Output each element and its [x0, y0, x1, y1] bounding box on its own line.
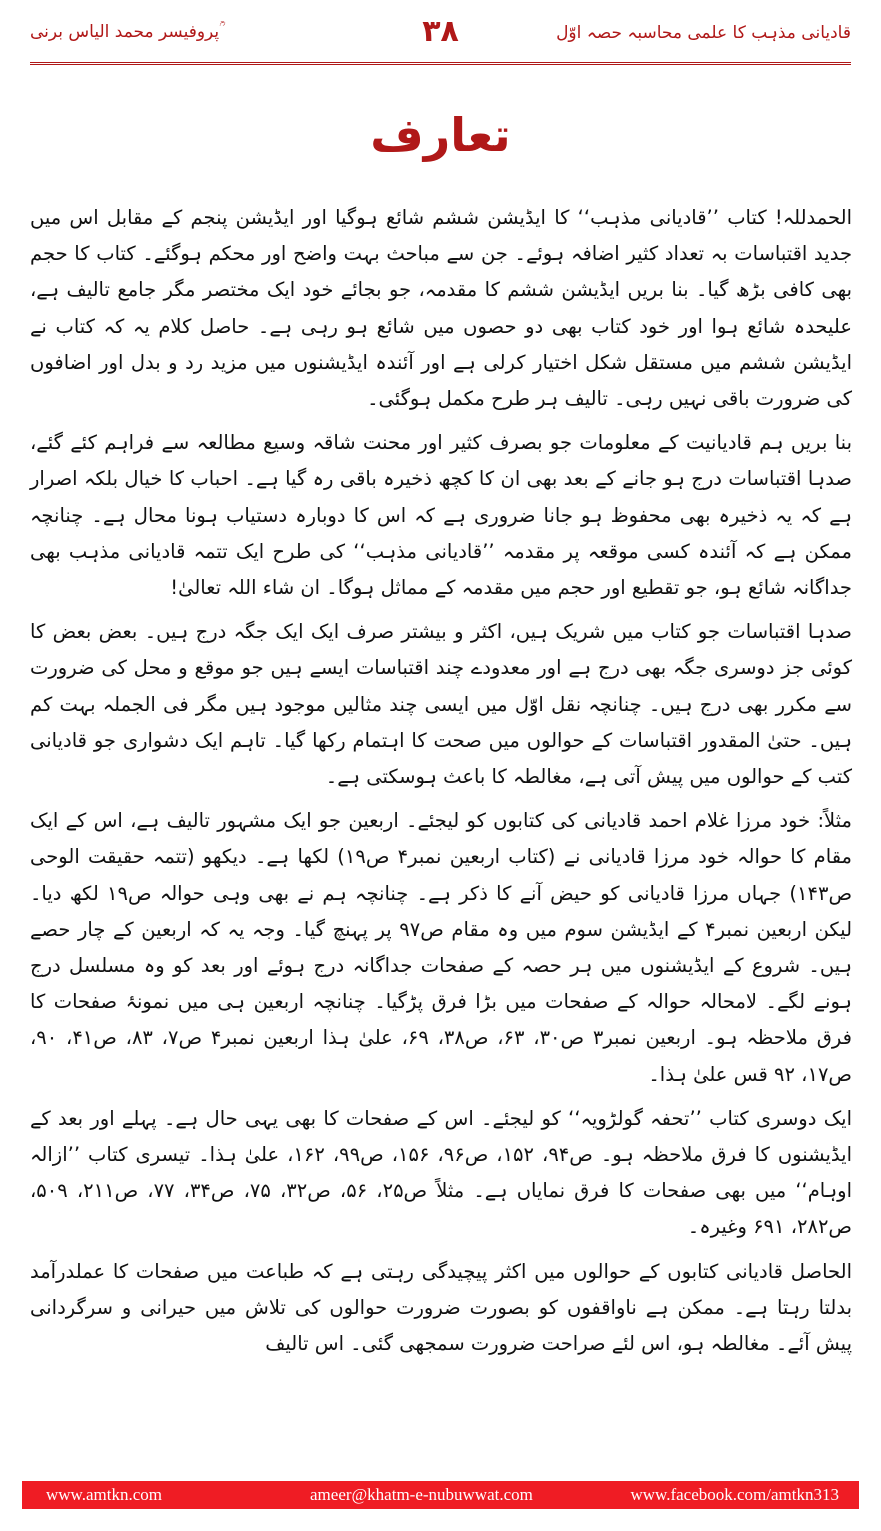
facebook-link[interactable]: www.facebook.com/amtkn313 [630, 1485, 839, 1504]
footer-bar [22, 1481, 859, 1509]
book-title: قادیانی مذہب کا علمی محاسبہ حصہ اوّل [556, 23, 851, 43]
email-link[interactable]: ameer@khatm-e-nubuwwat.com [310, 1485, 533, 1504]
header-divider [30, 62, 851, 65]
page-title: تعارف [370, 108, 511, 162]
paragraph: بنا بریں ہم قادیانیت کے معلومات جو بصرف کثیر اور محنت شاقہ وسیع مطالعہ سے فراہم کئے گئے، صدہا اقتباسات درج ہو جانے کے بعد بھی ان کا کچھ ذخیرہ باقی رہ گیا ہے۔ احباب کا خیال بلکہ اصرار ہے کہ یہ ذخیرہ بھی محفوظ ہو جانا ضروری ہے کہ اس کا دوبارہ دستیاب ہونا محال ہے۔ چنانچہ ممکن ہے کہ آئندہ کسی موقعہ پر مقدمہ ’’قادیانی مذہب‘‘ کی طرح ایک تتمہ قادیانی مذہب بھی جداگانہ شائع ہو، جو تقطیع اور حجم میں مقدمہ کے مماثل ہوگا۔ ان شاء اللہ تعالیٰ! [30, 431, 852, 600]
paragraph: مثلاً: خود مرزا غلام احمد قادیانی کی کتابوں کو لیجئے۔ اربعین جو ایک مشہور تالیف ہے، اس کے ایک مقام کا حوالہ خود مرزا قادیانی نے (کتاب اربعین نمبر۴ ص۱۹) لکھا ہے۔ دیکھو (تتمہ حقیقت الوحی ص۱۴۳) جہاں مرزا قادیانی کو حیض آنے کا ذکر ہے۔ چنانچہ ہم نے بھی وہی حوالہ ص۱۹ لکھ دیا۔ لیکن اربعین نمبر۴ کے ایڈیشن سوم میں وہ مقام ص۹۷ پر پہنچ گیا۔ وجہ یہ کہ اربعین کے چار حصے ہیں۔ شروع کے ایڈیشنوں میں ہر حصہ کے صفحات جداگانہ درج ہوئے اور بعد کو وہ مسلسل درج ہونے لگے۔ لامحالہ حوالہ کے صفحات میں بڑا فرق پڑگیا۔ چنانچہ اربعین ہی میں نمونۂ صفحات کا فرق ملاحظہ ہو۔ اربعین نمبر۳ ص۳۰، ۶۳، ص۳۸، ۶۹، علیٰ ہذا اربعین نمبر۴ ص۷، ۸۳، ص۴۱، ۹۰، ص۱۷، ۹۲ قس علیٰ ہذا۔ [30, 809, 853, 1086]
body-text [30, 200, 852, 1370]
page-header [30, 14, 851, 58]
paragraph: الحاصل قادیانی کتابوں کے حوالوں میں اکثر پیچیدگی رہتی ہے کہ طباعت میں صفحات کا عملدرآمد بدلتا رہتا ہے۔ ممکن ہے ناواقفوں کو بصورت ضرورت حوالوں کی تلاش میں حیرانی و سرگردانی پیش آئے۔ مغالطہ ہو، اس لئے صراحت ضرورت سمجھی گئی۔ اس تالیف [30, 1259, 852, 1356]
page-number: ۳۸ [422, 14, 459, 49]
paragraph: ایک دوسری کتاب ’’تحفہ گولڑویہ‘‘ کو لیجئے۔ اس کے صفحات کا بھی یہی حال ہے۔ پہلے اور بعد کے ایڈیشنوں کا فرق ملاحظہ ہو۔ ص۹۴، ۱۵۲، ص۹۶، ۱۵۶، ص۹۹، ۱۶۲، علیٰ ہذا۔ تیسری کتاب ’’ازالہ اوہام‘‘ میں بھی صفحات کا فرق نمایاں ہے۔ مثلاً ص۲۵، ۵۶، ص۳۲، ۷۵، ص۳۴، ۷۷، ص۲۱۱، ۵۰۹، ص۲۸۲، ۶۹۱ وغیرہ۔ [30, 1106, 853, 1239]
paragraph: الحمدللہ! کتاب ’’قادیانی مذہب‘‘ کا ایڈیشن ششم شائع ہوگیا اور ایڈیشن پنجم کے مقابل اس میں جدید اقتباسات بہ تعداد کثیر اضافہ ہوئے۔ جن سے مباحث بہت واضح اور محکم ہوگئے۔ کتاب کا حجم بھی کافی بڑھ گیا۔ بنا بریں ایڈیشن ششم کا مقدمہ، جو بجائے خود ایک مختصر مگر جامع تالیف ہے، علیحدہ شائع ہوا اور خود کتاب بھی دو حصوں میں شائع ہو رہی ہے۔ حاصل کلام یہ کہ کتاب نے ایڈیشن ششم میں مستقل شکل اختیار کرلی ہے اور آئندہ ایڈیشنوں میں مزید رد و بدل اور اضافوں کی ضرورت باقی نہیں رہی۔ تالیف ہر طرح مکمل ہوگئی۔ [30, 206, 852, 411]
website-link[interactable]: www.amtkn.com [46, 1485, 162, 1504]
author-name: پروفیسر محمد الیاس برنی ؒ [30, 22, 224, 42]
paragraph: صدہا اقتباسات جو کتاب میں شریک ہیں، اکثر و بیشتر صرف ایک ایک جگہ درج ہیں۔ بعض بعض کا کوئی جز دوسری جگہ بھی درج ہے اور معدودے چند اقتباسات ایسے ہیں جو موقع و محل کی ضرورت سے مکرر بھی درج ہیں۔ چنانچہ نقل اوّل میں ایسی چند مثالیں موجود ہیں مگر فی الجملہ بہت کم ہیں۔ حتیٰ المقدور اقتباسات کے حوالوں میں صحت کا اہتمام رکھا گیا۔ تاہم ایک دشواری جو قادیانی کتب کے حوالوں میں پیش آتی ہے، مغالطہ کا باعث ہوسکتی ہے۔ [30, 620, 852, 789]
